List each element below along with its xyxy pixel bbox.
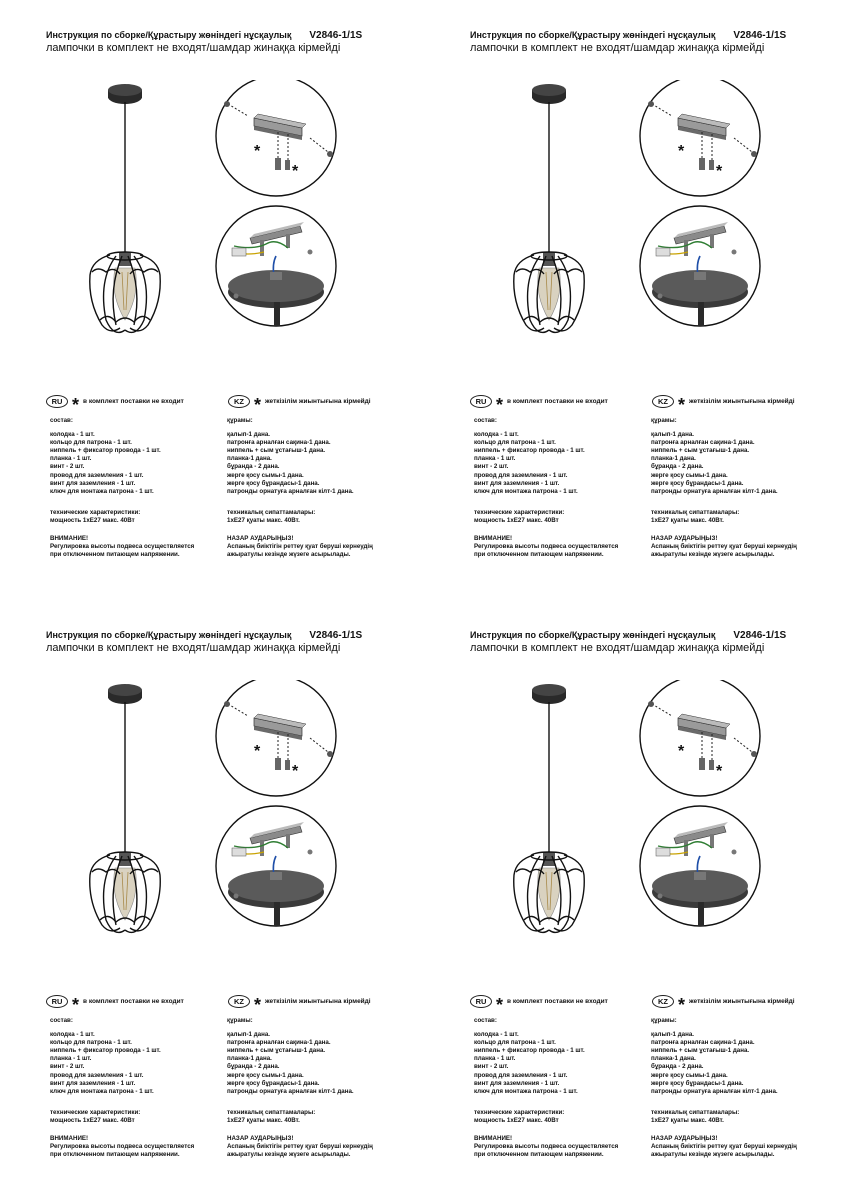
kz-tech-heading: техникалық сипаттамалары: bbox=[227, 1108, 316, 1116]
list-item: ниппель + фиксатор провода - 1 шт. bbox=[50, 1047, 161, 1055]
kz-contents-heading: құрамы: bbox=[227, 1017, 253, 1024]
list-item: провод для заземления - 1 шт. bbox=[50, 1071, 144, 1079]
kz-language-badge: KZ bbox=[652, 995, 674, 1008]
kz-tech-text: 1хЕ27 қуаты макс. 40Вт. bbox=[227, 1116, 300, 1124]
ru-language-badge: RU bbox=[470, 395, 492, 408]
ru-contents-list bbox=[50, 1031, 230, 1096]
ru-not-included-note: в комплект поставки не входит bbox=[83, 398, 184, 405]
ru-warning-line: при отключенном питающем напряжении. bbox=[474, 1151, 604, 1159]
list-item: патронға арналған сақина-1 дана. bbox=[651, 439, 755, 447]
asterisk-marker: * bbox=[254, 743, 261, 760]
kz-tech-text: 1хЕ27 қуаты макс. 40Вт. bbox=[227, 516, 300, 524]
list-item: провод для заземления - 1 шт. bbox=[50, 471, 144, 479]
asterisk-marker: * bbox=[678, 743, 685, 760]
sheet-subtitle: лампочки в комплект не входят/шамдар жинаққа кірмейді bbox=[46, 42, 341, 54]
ru-contents-heading: состав: bbox=[474, 1017, 497, 1024]
list-item: жерге қосу сымы-1 дана. bbox=[651, 1071, 728, 1079]
list-item: колодка - 1 шт. bbox=[50, 431, 95, 439]
kz-warning-line: Аспаның биіктігін реттеу қуат беруші кернеудің bbox=[227, 1143, 373, 1151]
list-item: ниппель + фиксатор провода - 1 шт. bbox=[474, 447, 585, 455]
asterisk-marker: * bbox=[72, 394, 80, 415]
mounting-detail-diagrams bbox=[214, 680, 344, 940]
sheet-title bbox=[46, 630, 362, 641]
kz-tech-text: 1хЕ27 қуаты макс. 40Вт. bbox=[651, 1116, 724, 1124]
asterisk-marker: * bbox=[254, 394, 262, 415]
list-item: провод для заземления - 1 шт. bbox=[474, 1071, 568, 1079]
ru-tech-text: мощность 1хЕ27 макс. 40Вт bbox=[50, 1116, 135, 1124]
instruction-sheet bbox=[0, 0, 424, 600]
model-number: V2846-1/1S bbox=[733, 630, 787, 641]
list-item: винт - 2 шт. bbox=[50, 463, 85, 471]
kz-language-badge: KZ bbox=[228, 395, 250, 408]
list-item: бұранда - 2 дана. bbox=[651, 1063, 704, 1071]
asterisk-marker: * bbox=[292, 763, 299, 780]
list-item: қалып-1 дана. bbox=[227, 431, 270, 439]
kz-warning-line: ажыратулы кезінде жүзеге асырылады. bbox=[651, 1151, 775, 1159]
list-item: планка - 1 шт. bbox=[50, 455, 92, 463]
model-number: V2846-1/1S bbox=[309, 30, 363, 41]
kz-language-badge: KZ bbox=[228, 995, 250, 1008]
list-item: жерге қосу сымы-1 дана. bbox=[227, 1071, 304, 1079]
ru-header bbox=[46, 394, 184, 415]
instruction-sheet bbox=[424, 0, 848, 600]
ru-warning-line: при отключенном питающем напряжении. bbox=[474, 551, 604, 559]
sheet-title bbox=[470, 30, 786, 41]
kz-warning-heading: НАЗАР АУДАРЫҢЫЗ! bbox=[651, 535, 718, 543]
list-item: патронға арналған сақина-1 дана. bbox=[227, 439, 331, 447]
kz-contents-heading: құрамы: bbox=[227, 417, 253, 424]
list-item: винт - 2 шт. bbox=[50, 1063, 85, 1071]
list-item: винт для заземления - 1 шт. bbox=[474, 479, 560, 487]
list-item: кольцо для патрона - 1 шт. bbox=[474, 439, 556, 447]
ru-tech-heading: технические характеристики: bbox=[50, 508, 141, 516]
ru-column bbox=[474, 1017, 654, 1159]
sheet-title bbox=[470, 630, 786, 641]
list-item: планка-1 дана. bbox=[227, 1055, 272, 1063]
ru-contents-list bbox=[50, 431, 230, 496]
ru-tech-heading: технические характеристики: bbox=[50, 1108, 141, 1116]
ru-warning-line: при отключенном питающем напряжении. bbox=[50, 1151, 180, 1159]
kz-warning-line: Аспаның биіктігін реттеу қуат беруші кернеудің bbox=[227, 543, 373, 551]
list-item: кольцо для патрона - 1 шт. bbox=[50, 1039, 132, 1047]
kz-warning-line: Аспаның биіктігін реттеу қуат беруші кернеудің bbox=[651, 1143, 797, 1151]
kz-warning-line: Аспаның биіктігін реттеу қуат беруші кернеудің bbox=[651, 543, 797, 551]
list-item: бұранда - 2 дана. bbox=[227, 1063, 280, 1071]
asterisk-marker: * bbox=[678, 994, 686, 1015]
ru-column bbox=[50, 417, 230, 559]
list-item: ниппель + фиксатор провода - 1 шт. bbox=[474, 1047, 585, 1055]
ru-warning-line: Регулировка высоты подвеса осуществляется bbox=[474, 543, 619, 551]
pendant-lamp-illustration bbox=[504, 680, 614, 940]
list-item: патронды орнатуға арналған кілт-1 дана. bbox=[227, 487, 354, 495]
list-item: винт для заземления - 1 шт. bbox=[474, 1079, 560, 1087]
ru-warning-line: Регулировка высоты подвеса осуществляется bbox=[474, 1143, 619, 1151]
ru-contents-heading: состав: bbox=[50, 1017, 73, 1024]
list-item: жерге қосу сымы-1 дана. bbox=[651, 471, 728, 479]
ru-header bbox=[46, 994, 184, 1015]
list-item: қалып-1 дана. bbox=[651, 431, 694, 439]
list-item: кольцо для патрона - 1 шт. bbox=[474, 1039, 556, 1047]
kz-contents-list bbox=[227, 431, 407, 496]
list-item: ниппель + сым ұстағыш-1 дана. bbox=[651, 447, 750, 455]
asterisk-marker: * bbox=[254, 143, 261, 160]
ru-tech-heading: технические характеристики: bbox=[474, 508, 565, 516]
list-item: планка-1 дана. bbox=[651, 455, 696, 463]
ru-not-included-note: в комплект поставки не входит bbox=[83, 998, 184, 1005]
title-text: Инструкция по сборке/Құрастыру жөніндегі нұсқаулық bbox=[46, 30, 292, 40]
ru-tech-text: мощность 1хЕ27 макс. 40Вт bbox=[50, 516, 135, 524]
ru-tech-text: мощность 1хЕ27 макс. 40Вт bbox=[474, 1116, 559, 1124]
ru-tech-heading: технические характеристики: bbox=[474, 1108, 565, 1116]
kz-tech-heading: техникалық сипаттамалары: bbox=[651, 1108, 740, 1116]
kz-not-included-note: жеткізілім жиынтығына кірмейді bbox=[689, 998, 795, 1005]
ru-contents-list bbox=[474, 1031, 654, 1096]
list-item: колодка - 1 шт. bbox=[474, 431, 519, 439]
ru-warning-line: Регулировка высоты подвеса осуществляется bbox=[50, 543, 195, 551]
sheet-subtitle: лампочки в комплект не входят/шамдар жинаққа кірмейді bbox=[470, 642, 765, 654]
list-item: планка-1 дана. bbox=[651, 1055, 696, 1063]
ru-contents-heading: состав: bbox=[50, 417, 73, 424]
asterisk-marker: * bbox=[496, 994, 504, 1015]
instruction-sheet bbox=[424, 600, 848, 1200]
kz-warning-heading: НАЗАР АУДАРЫҢЫЗ! bbox=[227, 1135, 294, 1143]
ru-contents-list bbox=[474, 431, 654, 496]
list-item: қалып-1 дана. bbox=[227, 1031, 270, 1039]
list-item: кольцо для патрона - 1 шт. bbox=[50, 439, 132, 447]
list-item: винт для заземления - 1 шт. bbox=[50, 479, 136, 487]
pendant-lamp-illustration bbox=[504, 80, 614, 340]
list-item: винт - 2 шт. bbox=[474, 463, 509, 471]
kz-header bbox=[652, 394, 795, 415]
kz-contents-list bbox=[651, 1031, 831, 1096]
list-item: колодка - 1 шт. bbox=[474, 1031, 519, 1039]
asterisk-marker: * bbox=[716, 163, 723, 180]
kz-warning-line: ажыратулы кезінде жүзеге асырылады. bbox=[227, 551, 351, 559]
ru-warning-line: Регулировка высоты подвеса осуществляется bbox=[50, 1143, 195, 1151]
kz-contents-list bbox=[651, 431, 831, 496]
ru-not-included-note: в комплект поставки не входит bbox=[507, 998, 608, 1005]
kz-contents-heading: құрамы: bbox=[651, 1017, 677, 1024]
kz-column bbox=[651, 1017, 831, 1159]
list-item: патронға арналған сақина-1 дана. bbox=[651, 1039, 755, 1047]
list-item: жерге қосу бұрандасы-1 дана. bbox=[227, 1079, 320, 1087]
sheet-title bbox=[46, 30, 362, 41]
kz-column bbox=[651, 417, 831, 559]
kz-language-badge: KZ bbox=[652, 395, 674, 408]
asterisk-marker: * bbox=[716, 763, 723, 780]
kz-not-included-note: жеткізілім жиынтығына кірмейді bbox=[689, 398, 795, 405]
ru-tech-text: мощность 1хЕ27 макс. 40Вт bbox=[474, 516, 559, 524]
title-text: Инструкция по сборке/Құрастыру жөніндегі нұсқаулық bbox=[470, 30, 716, 40]
list-item: винт - 2 шт. bbox=[474, 1063, 509, 1071]
kz-warning-heading: НАЗАР АУДАРЫҢЫЗ! bbox=[651, 1135, 718, 1143]
sheet-subtitle: лампочки в комплект не входят/шамдар жинаққа кірмейді bbox=[470, 42, 765, 54]
ru-warning-heading: ВНИМАНИЕ! bbox=[474, 1135, 513, 1143]
list-item: қалып-1 дана. bbox=[651, 1031, 694, 1039]
kz-warning-heading: НАЗАР АУДАРЫҢЫЗ! bbox=[227, 535, 294, 543]
asterisk-marker: * bbox=[678, 394, 686, 415]
kz-not-included-note: жеткізілім жиынтығына кірмейді bbox=[265, 998, 371, 1005]
kz-header bbox=[228, 394, 371, 415]
list-item: бұранда - 2 дана. bbox=[651, 463, 704, 471]
ru-language-badge: RU bbox=[46, 995, 68, 1008]
ru-column bbox=[474, 417, 654, 559]
kz-warning-line: ажыратулы кезінде жүзеге асырылады. bbox=[227, 1151, 351, 1159]
ru-language-badge: RU bbox=[46, 395, 68, 408]
ru-warning-heading: ВНИМАНИЕ! bbox=[50, 1135, 89, 1143]
mounting-detail-diagrams bbox=[214, 80, 344, 340]
list-item: патронға арналған сақина-1 дана. bbox=[227, 1039, 331, 1047]
ru-language-badge: RU bbox=[470, 995, 492, 1008]
list-item: патронды орнатуға арналған кілт-1 дана. bbox=[227, 1087, 354, 1095]
list-item: жерге қосу бұрандасы-1 дана. bbox=[227, 479, 320, 487]
list-item: бұранда - 2 дана. bbox=[227, 463, 280, 471]
list-item: планка-1 дана. bbox=[227, 455, 272, 463]
pendant-lamp-illustration bbox=[80, 680, 190, 940]
list-item: жерге қосу бұрандасы-1 дана. bbox=[651, 479, 744, 487]
list-item: провод для заземления - 1 шт. bbox=[474, 471, 568, 479]
list-item: ключ для монтажа патрона - 1 шт. bbox=[474, 487, 578, 495]
model-number: V2846-1/1S bbox=[733, 30, 787, 41]
ru-warning-heading: ВНИМАНИЕ! bbox=[474, 535, 513, 543]
ru-warning-line: при отключенном питающем напряжении. bbox=[50, 551, 180, 559]
kz-header bbox=[228, 994, 371, 1015]
list-item: ключ для монтажа патрона - 1 шт. bbox=[50, 487, 154, 495]
ru-contents-heading: состав: bbox=[474, 417, 497, 424]
asterisk-marker: * bbox=[292, 163, 299, 180]
asterisk-marker: * bbox=[678, 143, 685, 160]
mounting-detail-diagrams bbox=[638, 80, 768, 340]
kz-tech-heading: техникалық сипаттамалары: bbox=[227, 508, 316, 516]
list-item: колодка - 1 шт. bbox=[50, 1031, 95, 1039]
asterisk-marker: * bbox=[72, 994, 80, 1015]
list-item: жерге қосу сымы-1 дана. bbox=[227, 471, 304, 479]
kz-header bbox=[652, 994, 795, 1015]
list-item: ниппель + сым ұстағыш-1 дана. bbox=[651, 1047, 750, 1055]
list-item: патронды орнатуға арналған кілт-1 дана. bbox=[651, 487, 778, 495]
kz-contents-list bbox=[227, 1031, 407, 1096]
list-item: жерге қосу бұрандасы-1 дана. bbox=[651, 1079, 744, 1087]
kz-column bbox=[227, 417, 407, 559]
kz-tech-text: 1хЕ27 қуаты макс. 40Вт. bbox=[651, 516, 724, 524]
title-text: Инструкция по сборке/Құрастыру жөніндегі нұсқаулық bbox=[470, 630, 716, 640]
list-item: патронды орнатуға арналған кілт-1 дана. bbox=[651, 1087, 778, 1095]
asterisk-marker: * bbox=[254, 994, 262, 1015]
list-item: ниппель + сым ұстағыш-1 дана. bbox=[227, 447, 326, 455]
title-text: Инструкция по сборке/Құрастыру жөніндегі нұсқаулық bbox=[46, 630, 292, 640]
list-item: ключ для монтажа патрона - 1 шт. bbox=[474, 1087, 578, 1095]
list-item: планка - 1 шт. bbox=[474, 455, 516, 463]
list-item: ключ для монтажа патрона - 1 шт. bbox=[50, 1087, 154, 1095]
kz-contents-heading: құрамы: bbox=[651, 417, 677, 424]
ru-header bbox=[470, 394, 608, 415]
list-item: ниппель + сым ұстағыш-1 дана. bbox=[227, 1047, 326, 1055]
model-number: V2846-1/1S bbox=[309, 630, 363, 641]
list-item: планка - 1 шт. bbox=[474, 1055, 516, 1063]
kz-column bbox=[227, 1017, 407, 1159]
list-item: винт для заземления - 1 шт. bbox=[50, 1079, 136, 1087]
ru-not-included-note: в комплект поставки не входит bbox=[507, 398, 608, 405]
ru-column bbox=[50, 1017, 230, 1159]
kz-tech-heading: техникалық сипаттамалары: bbox=[651, 508, 740, 516]
mounting-detail-diagrams bbox=[638, 680, 768, 940]
kz-warning-line: ажыратулы кезінде жүзеге асырылады. bbox=[651, 551, 775, 559]
pendant-lamp-illustration bbox=[80, 80, 190, 340]
instruction-sheet bbox=[0, 600, 424, 1200]
ru-header bbox=[470, 994, 608, 1015]
list-item: ниппель + фиксатор провода - 1 шт. bbox=[50, 447, 161, 455]
ru-warning-heading: ВНИМАНИЕ! bbox=[50, 535, 89, 543]
kz-not-included-note: жеткізілім жиынтығына кірмейді bbox=[265, 398, 371, 405]
asterisk-marker: * bbox=[496, 394, 504, 415]
sheet-subtitle: лампочки в комплект не входят/шамдар жинаққа кірмейді bbox=[46, 642, 341, 654]
list-item: планка - 1 шт. bbox=[50, 1055, 92, 1063]
